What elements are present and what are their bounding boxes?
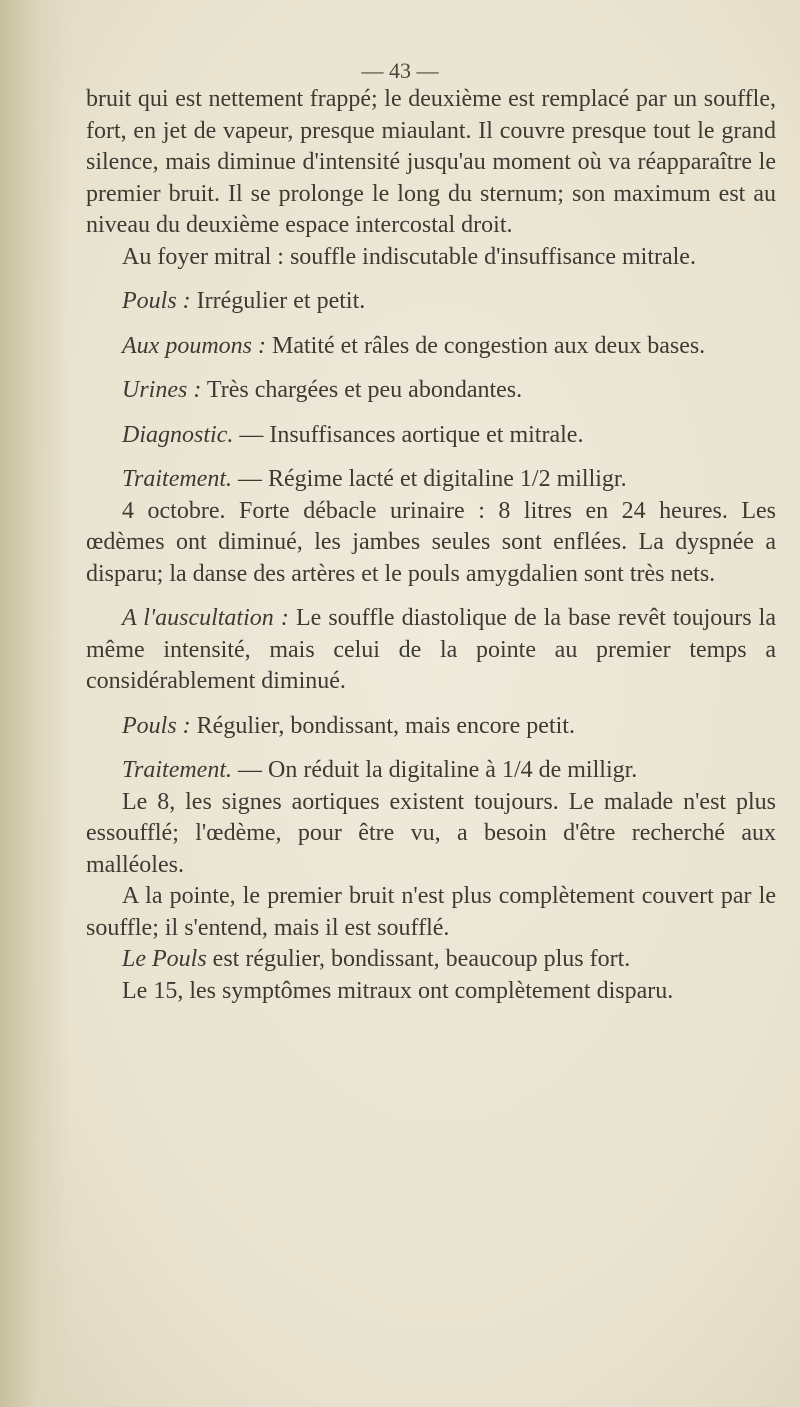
paragraph [86,976,776,1008]
paragraph [86,242,776,274]
paragraph-label: A l'auscultation : [122,605,289,631]
paragraph-text: Au foyer mitral : souffle indiscutable d'insuffisance mitrale. [122,243,696,270]
paragraph [86,464,776,496]
paragraph-label: Traitement. [122,466,233,492]
paragraph-text: Régulier, bondissant, mais encore petit. [190,712,575,739]
paragraph [86,331,776,363]
paragraph-text: Le souffle diastolique de la base revêt toujours la même intensité, mais celui de la pointe au premier temps a considérablement diminué. [86,605,776,694]
paragraph-text: bruit qui est nettement frappé; le deuxième est remplacé par un souffle, fort, en jet de vapeur, presque miaulant. Il couvre presque tout le grand silence, mais diminue d'intensité jusqu'au moment où va réapparaître le premier bruit. Il se prolonge le long du sternum; son maximum est au niveau du deuxième espace intercostal droit. [86,86,776,238]
paragraph-label: Pouls : [122,712,191,739]
paragraph-text: Irrégulier et petit. [190,288,366,314]
paragraph [86,944,776,976]
paragraph-text: — Insuffisances aortique et mitrale. [233,421,584,448]
paragraph [86,375,776,407]
paragraph-text: A la pointe, le premier bruit n'est plus complètement couvert par le souffle; il s'entend, mais il est soufflé. [86,883,776,941]
paragraph-text: est régulier, bondissant, beaucoup plus fort. [206,946,631,972]
paragraph [86,84,776,242]
paragraph-label: Diagnostic. [122,421,234,448]
paragraph [86,603,776,698]
paragraph-label: Urines : [122,377,202,403]
paragraph-label: Pouls : [122,288,191,314]
paragraph [86,881,776,944]
body-text [86,0,776,1007]
paragraph [86,711,776,743]
paragraph-label: Aux poumons : [122,332,266,359]
page-edge-shadow [0,0,70,1407]
paragraph-text: Le 15, les symptômes mitraux ont complètement disparu. [122,977,674,1004]
paragraph [86,286,776,318]
paragraph [86,496,776,591]
paragraph-text: — On réduit la digitaline à 1/4 de milligr. [232,757,638,783]
paragraph-text: 4 octobre. Forte débacle urinaire : 8 litres en 24 heures. Les œdèmes ont diminué, les jambes seules sont enflées. La dyspnée a disparu; la danse des artères et le pouls amygdalien sont très nets. [86,497,776,587]
page-number: — 43 — [361,58,439,83]
paragraph-label: Le Pouls [122,946,207,972]
paragraph [86,420,776,452]
paragraph-text: Très chargées et peu abondantes. [201,377,523,403]
paragraph-text: Matité et râles de congestion aux deux bases. [265,332,706,359]
paragraph [86,787,776,882]
paragraph [86,755,776,787]
paragraph-label: Traitement. [122,757,233,783]
paragraph-text: — Régime lacté et digitaline 1/2 milligr. [232,466,627,492]
paragraph-text: Le 8, les signes aortiques existent toujours. Le malade n'est plus essoufflé; l'œdème, pour être vu, a besoin d'être recherché aux malléoles. [86,788,776,878]
